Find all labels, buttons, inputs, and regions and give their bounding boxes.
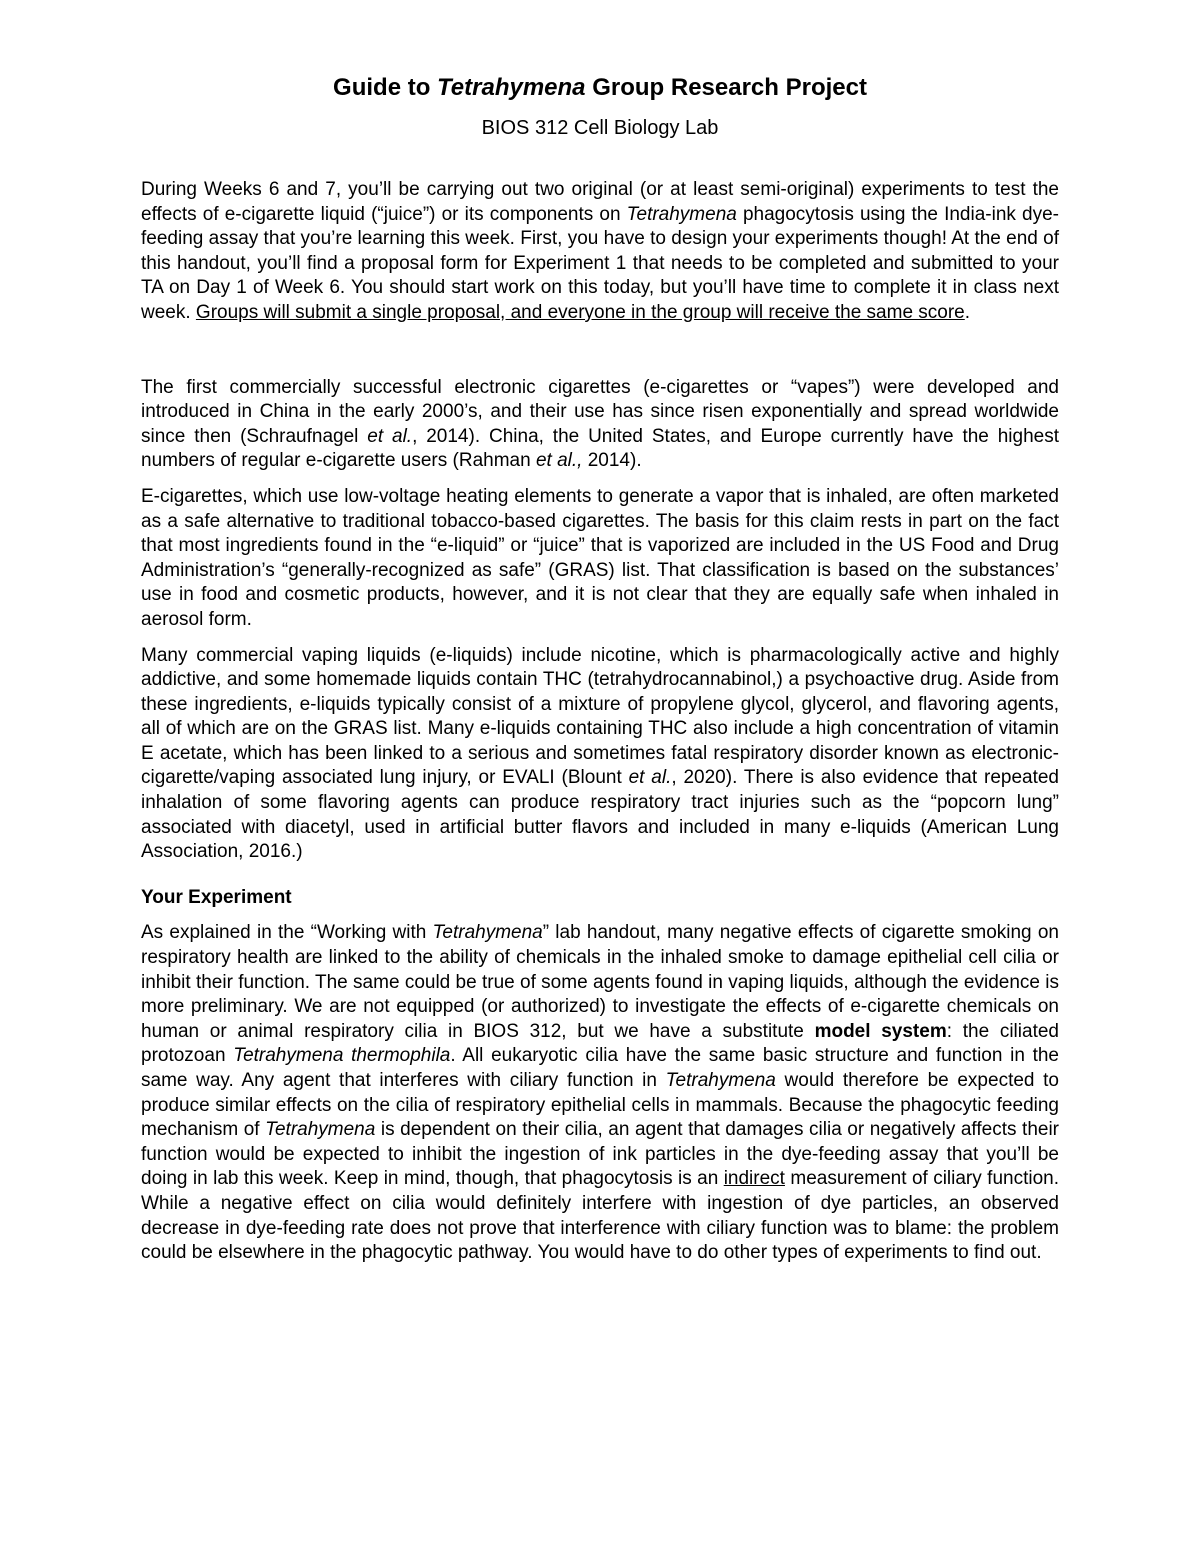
experiment-text-4: . All eukaryotic cilia have the same basic structure and function in the same way. Any agent that interferes with ciliary function in (141, 1045, 1059, 1091)
intro-underlined-note: Groups will submit a single proposal, and everyone in the group will receive the same score (195, 301, 965, 323)
experiment-organism-2: Tetrahymena thermophila (233, 1045, 451, 1067)
intro-paragraph (141, 178, 1059, 326)
liquids-text-1: Many commercial vaping liquids (e-liquids) include nicotine, which is pharmacologically active and highly addictive, and some homemade liquids contain THC (tetrahydrocannabinol,) a psychoactive drug. Aside from these ingredients, e-liquids typically consist of a mixture of propylene glycol, glycerol, and flavoring agents, all of which are on the GRAS list. Many e-liquids containing THC also include a high concentration of vitamin E acetate, which has been linked to a serious and sometimes fatal respiratory disorder known as electronic-cigarette/vaping associated lung injury, or EVALI (Blount (141, 644, 1059, 789)
experiment-paragraph (141, 921, 1059, 1265)
experiment-text-2: ” lab handout, many negative effects of cigarette smoking on respiratory health are linked to the ability of chemicals in the inhaled smoke to damage epithelial cell cilia or inhibit their function. The same could be true of some agents found in vaping liquids, although the evidence is more preliminary. We are not equipped (or authorized) to investigate the effects of e-cigarette chemicals on human or animal respiratory cilia in BIOS 312, but we have a substitute (141, 922, 1059, 1042)
experiment-organism-1: Tetrahymena (432, 922, 543, 944)
section-heading-your-experiment: Your Experiment (141, 886, 292, 908)
history-paragraph (141, 376, 1059, 474)
intro-text-3: . (964, 301, 971, 323)
experiment-text-6: is dependent on their cilia, an agent that damages cilia or negatively affects their function would be expected to inhibit the ingestion of ink particles in the dye-feeding assay that you’ll be doing in lab this week. Keep in mind, though, that phagocytosis is an (141, 1119, 1060, 1190)
experiment-bold-term: model system (814, 1020, 947, 1042)
liquids-citation: et al. (628, 767, 672, 789)
experiment-organism-4: Tetrahymena (265, 1119, 376, 1141)
page-content (141, 72, 1059, 1266)
title-prefix: Guide to (333, 74, 438, 101)
history-text-2: , 2014). China, the United States, and Europe currently have the highest numbers of regular e-cigarette users (Rahman (141, 425, 1060, 472)
history-text-1: The first commercially successful electronic cigarettes (e-cigarettes or “vapes”) were developed and introduced in China in the early 2000’s, and their use has since risen exponentially and spread worldwide since then (Schraufnagel (141, 376, 1059, 447)
title-suffix: Group Research Project (585, 74, 867, 101)
history-text-3: 2014). (582, 450, 642, 472)
course-subtitle: BIOS 312 Cell Biology Lab (481, 117, 719, 139)
intro-text-1: During Weeks 6 and 7, you’ll be carrying out two original (or at least semi-original) experiments to test the effects of e-cigarette liquid (“juice”) or its components on (141, 179, 1059, 225)
experiment-text-3: : the ciliated protozoan (141, 1020, 1059, 1067)
history-citation-1: et al. (367, 425, 413, 447)
title-organism: Tetrahymena (437, 74, 586, 101)
liquids-paragraph (141, 644, 1059, 865)
history-citation-2: et al., (535, 450, 583, 472)
experiment-text-1: As explained in the “Working with (141, 922, 433, 944)
safety-paragraph: E-cigarettes, which use low-voltage heating elements to generate a vapor that is inhaled, are often marketed as a safe alternative to traditional tobacco-based cigarettes. The basis for this claim rests in part on the fact that most ingredients found in the “e-liquid” or “juice” that is vaporized are included in the US Food and Drug Administration’s “generally-recognized as safe” (GRAS) list. That classification is based on the substances’ use in food and cosmetic products, however, and it is not clear that they are equally safe when inhaled in aerosol form. (141, 485, 1059, 630)
experiment-text-7: measurement of ciliary function. While a negative effect on cilia would definitely interfere with ingestion of dye particles, an observed decrease in dye-feeding rate does not prove that interference with ciliary function was to blame: the problem could be elsewhere in the phagocytic pathway. You would have to do other types of experiments to find out. (141, 1168, 1060, 1264)
intro-organism: Tetrahymena (626, 203, 737, 225)
intro-text-2: phagocytosis using the India-ink dye-feeding assay that you’re learning this week. First, you have to design your experiments though! At the end of this handout, you’ll find a proposal form for Experiment 1 that needs to be completed and submitted to your TA on Day 1 of Week 6. You should start work on this today, but you’ll have time to complete it in class next week. (141, 203, 1059, 323)
page-title (141, 72, 1059, 104)
experiment-underlined-term: indirect (723, 1168, 785, 1190)
experiment-organism-3: Tetrahymena (665, 1070, 776, 1091)
experiment-text-5: would therefore be expected to produce similar effects on the cilia of respiratory epithelial cells in mammals. Because the phagocytic feeding mechanism of (141, 1070, 1059, 1141)
liquids-text-2: , 2020). There is also evidence that repeated inhalation of some flavoring agents can produce respiratory tract injuries such as the “popcorn lung” associated with diacetyl, used in artificial butter flavors and included in many e-liquids (American Lung Association, 2016.) (141, 767, 1060, 863)
